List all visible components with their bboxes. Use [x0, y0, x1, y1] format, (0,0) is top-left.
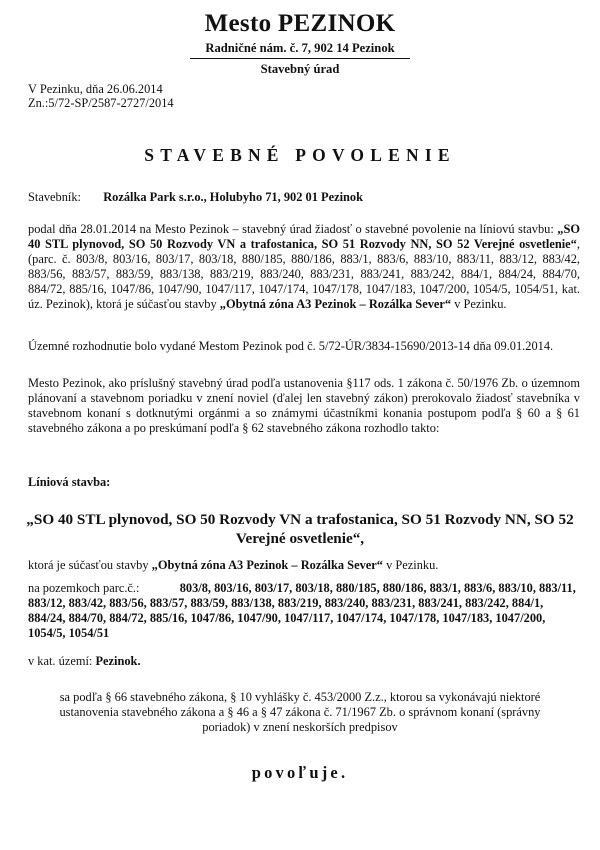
- plots-list: 803/8, 803/16, 803/17, 803/18, 880/185, 880/186, 883/1, 883/6, 883/10, 883/11, 883/12, 883/42, 883/56, 883/57, 883/59, 883/138, 883/219, 883/240, 883/231, 883/241, 883/242, 884/1, 884/24, 884/70, 884/72, 885/16, 1047/86, 1047/90, 1047/117, 1047/174, 1047/178, 1047/183, 1047/200, 1054/5, 1054/51: [28, 581, 576, 640]
- org-address: Radničné nám. č. 7, 902 14 Pezinok: [205, 41, 395, 55]
- plots-label: na pozemkoch parc.č.:: [28, 581, 140, 595]
- intro-parcels: , (parc. č. 803/8, 803/16, 803/17, 803/18, 880/185, 880/186, 883/1, 883/6, 883/10, 883/11, 883/12, 883/42, 883/56, 883/57, 883/59, 883/138, 883/219, 883/240, 883/231, 883/241, 883/242, 884/1, 884/24, 884/70, 884/72, 885/16, 1047/86, 1047/90, 1047/117, 1047/174, 1047/178, 1047/183, 1047/200, 1054/5, 1054/51, kat. úz. Pezinok), ktorá je súčasťou stavby: [28, 237, 580, 311]
- cadastral-line: [28, 654, 580, 669]
- intro-end: v Pezinku.: [451, 297, 507, 311]
- document-title: STAVEBNÉ POVOLENIE: [144, 145, 456, 165]
- zoning-paragraph: Územné rozhodnutie bolo vydané Mestom Pezinok pod č. 5/72-ÚR/3834-15690/2013-14 dňa 09.01.2014.: [28, 339, 554, 353]
- law-paragraph: sa podľa § 66 stavebného zákona, § 10 vyhlášky č. 453/2000 Z.z., ktorou sa vykonávajú niektoré ustanovenia stavebného zákona a § 46 a § 47 zákona č. 71/1967 Zb. o správnom konaní (správny poriadok) v znení neskorších predpisov: [59, 690, 541, 734]
- part-of-text: ktorá je súčasťou stavby: [28, 558, 152, 572]
- intro-paragraph: [28, 222, 580, 312]
- place-date: V Pezinku, dňa 26.06.2014: [28, 82, 163, 96]
- applicant-value: Rozálka Park s.r.o., Holubyho 71, 902 01 Pezinok: [103, 190, 363, 204]
- org-name: Mesto PEZINOK: [204, 10, 396, 37]
- project-name: „SO 40 STL plynovod, SO 50 Rozvody VN a trafostanica, SO 51 Rozvody NN, SO 52 Verejné osvetlenie“: [28, 222, 580, 251]
- applicant-line: [28, 190, 580, 205]
- intro-text: podal dňa 28.01.2014 na Mesto Pezinok – stavebný úrad žiadosť o stavebné povolenie na líniovú stavbu:: [28, 222, 558, 236]
- part-of-end: v Pezinku.: [382, 558, 439, 572]
- reference-number: Zn.:5/72-SP/2587-2727/2014: [28, 96, 174, 110]
- cadastral-label: v kat. území:: [28, 654, 96, 668]
- decision-word: povoľuje.: [251, 763, 349, 782]
- authority-paragraph: Mesto Pezinok, ako príslušný stavebný úrad podľa ustanovenia §117 ods. 1 zákona č. 50/1976 Zb. o územnom plánovaní a stavebnom poriadku v znení noviel (ďalej len stavebný zákon) prerokovalo žiadosť stavebníka v stavebnom konaní s dotknutými orgánmi a so známymi účastníkmi konania postupom podľa § 60 a § 61 stavebného zákona a po preskúmaní podľa § 62 stavebného zákona rozhodlo takto:: [28, 376, 580, 435]
- part-of-line: [28, 558, 580, 573]
- org-department: Stavebný úrad: [260, 62, 340, 76]
- plots-block: [28, 581, 580, 641]
- cadastral-value: Pezinok.: [95, 654, 141, 668]
- parent-project-name: „Obytná zóna A3 Pezinok – Rozálka Sever“: [219, 297, 452, 311]
- linear-label: Líniová stavba:: [28, 475, 111, 489]
- header-divider: [190, 58, 410, 59]
- part-of-project: „Obytná zóna A3 Pezinok – Rozálka Sever“: [151, 558, 383, 572]
- applicant-label: Stavebník:: [28, 190, 81, 204]
- linear-title: „SO 40 STL plynovod, SO 50 Rozvody VN a trafostanica, SO 51 Rozvody NN, SO 52 Verejné osvetlenie“,: [26, 511, 574, 547]
